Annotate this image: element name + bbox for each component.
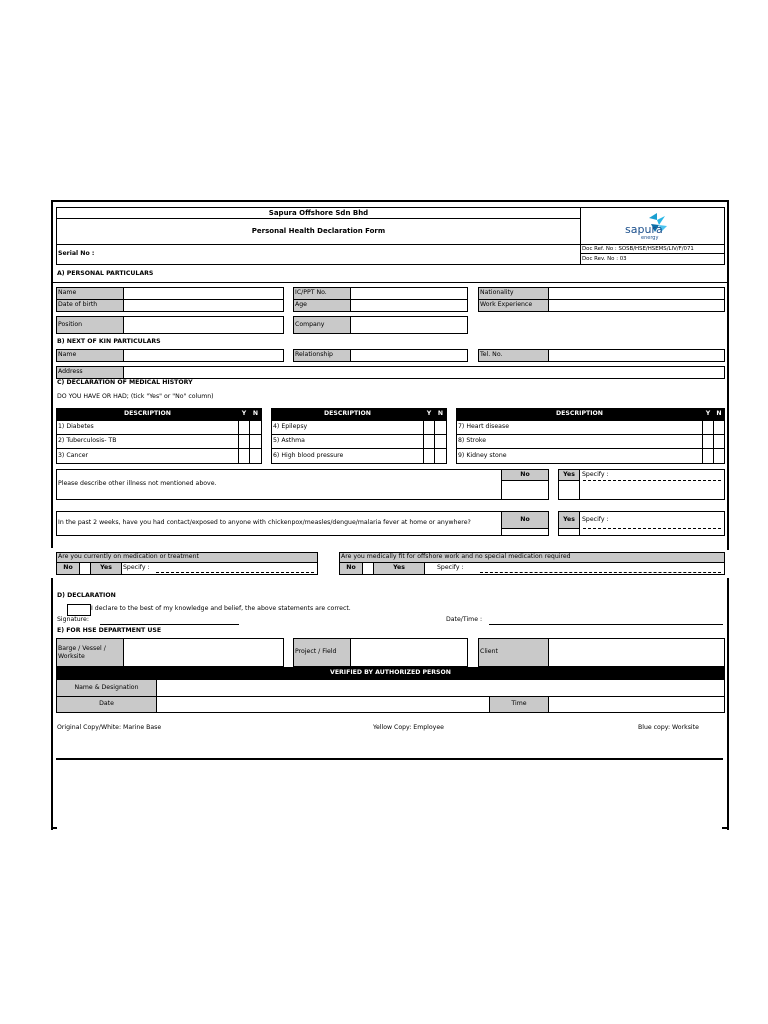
doc-rev: Doc Rev. No : 03 — [580, 253, 725, 265]
position-label: Position — [56, 316, 124, 334]
fit-specify-label: Specify : — [437, 564, 464, 571]
signature-label: Signature: — [57, 616, 89, 623]
form-frame-right-lower — [727, 578, 729, 830]
project-field[interactable] — [350, 638, 468, 667]
section-a-divider — [53, 282, 727, 283]
footer-blue: Blue copy: Worksite — [638, 724, 699, 731]
medication-yes-label: Yes — [90, 562, 122, 575]
medication-specify-input[interactable] — [156, 568, 314, 573]
age-field[interactable] — [350, 299, 468, 312]
contact-specify-label: Specify : — [582, 516, 609, 523]
footer-divider — [56, 758, 723, 760]
y-header-3: Y — [702, 408, 714, 421]
desc-header-3: DESCRIPTION — [456, 408, 703, 421]
form-frame-top — [51, 200, 729, 202]
illness-diabetes: 1) Diabetes — [56, 420, 239, 435]
illness-kidney-stone: 9) Kidney stone — [456, 448, 703, 464]
footer-original: Original Copy/White: Marine Base — [57, 724, 162, 731]
other-no-label: No — [501, 469, 549, 481]
doc-ref: Doc Ref. No : SOSB/HSE/HSEMS/LIV/F/071 — [580, 244, 725, 254]
tel-label: Tel. No. — [478, 349, 549, 362]
other-specify-input[interactable] — [583, 476, 721, 481]
position-field[interactable] — [123, 316, 284, 334]
medication-specify-label: Specify : — [123, 564, 150, 571]
client-field[interactable] — [548, 638, 725, 667]
declaration-statement: I declare to the best of my knowledge and belief, the above statements are correct. — [91, 605, 351, 612]
section-b-title: B) NEXT OF KIN PARTICULARS — [57, 338, 161, 345]
illness-heart-disease: 7) Heart disease — [456, 420, 703, 435]
dob-label: Date of birth — [56, 299, 124, 312]
ic-label: IC/PPT No. — [293, 287, 351, 300]
section-c-title: C) DECLARATION OF MEDICAL HISTORY — [57, 379, 193, 386]
form-frame-left — [51, 200, 53, 548]
dob-field[interactable] — [123, 299, 284, 312]
section-d-title: D) DECLARATION — [57, 592, 116, 599]
tuberculosis-n-checkbox[interactable] — [249, 434, 262, 449]
client-label: Client — [478, 638, 549, 667]
other-yes-checkbox[interactable] — [558, 480, 580, 500]
n-header-3: N — [713, 408, 725, 421]
address-label: Address — [56, 366, 124, 379]
cancer-n-checkbox[interactable] — [249, 448, 262, 464]
project-label: Project / Field — [293, 638, 351, 667]
declaration-checkbox[interactable] — [67, 604, 91, 616]
other-yes-label: Yes — [558, 469, 580, 481]
logo-word: sapura — [625, 223, 663, 236]
hbp-n-checkbox[interactable] — [434, 448, 447, 464]
form-frame-left-lower — [51, 578, 53, 830]
fit-specify-input[interactable] — [480, 568, 721, 573]
stroke-n-checkbox[interactable] — [713, 434, 725, 449]
illness-asthma: 5) Asthma — [271, 434, 424, 449]
verified-header: VERIFIED BY AUTHORIZED PERSON — [56, 667, 725, 679]
fit-no-label: No — [339, 562, 363, 575]
medication-no-label: No — [56, 562, 80, 575]
tel-field[interactable] — [548, 349, 725, 362]
barge-label: Barge / Vessel / Worksite — [56, 638, 124, 667]
n-header-1: N — [249, 408, 262, 421]
date-label: Date — [56, 696, 157, 713]
name-designation-label: Name & Designation — [56, 679, 157, 697]
kin-name-label: Name — [56, 349, 124, 362]
y-header-1: Y — [238, 408, 250, 421]
other-specify-label: Specify : — [582, 471, 609, 478]
medical-prompt: DO YOU HAVE OR HAD; (tick "Yes" or "No" column) — [57, 393, 214, 400]
fit-yes-label: Yes — [373, 562, 425, 575]
company-field[interactable] — [350, 316, 468, 334]
serial-no: Serial No : — [56, 244, 581, 265]
nationality-label: Nationality — [478, 287, 549, 300]
asthma-n-checkbox[interactable] — [434, 434, 447, 449]
experience-label: Work Experience — [478, 299, 549, 312]
contact-yes-label: Yes — [558, 511, 580, 529]
desc-header-2: DESCRIPTION — [271, 408, 424, 421]
name-label: Name — [56, 287, 124, 300]
footer-yellow: Yellow Copy: Employee — [373, 724, 444, 731]
illness-stroke: 8) Stroke — [456, 434, 703, 449]
heart-n-checkbox[interactable] — [713, 420, 725, 435]
date-field[interactable] — [156, 696, 490, 713]
n-header-2: N — [434, 408, 447, 421]
company-name: Sapura Offshore Sdn Bhd — [56, 207, 581, 219]
bracket-right — [722, 827, 729, 829]
contact-question: In the past 2 weeks, have you had contact/exposed to anyone with chickenpox/measles/dengue/malaria fever at home or anywhere? — [56, 511, 502, 536]
epilepsy-n-checkbox[interactable] — [434, 420, 447, 435]
time-label: Time — [489, 696, 549, 713]
illness-high-blood-pressure: 6) High blood pressure — [271, 448, 424, 464]
contact-no-label: No — [501, 511, 549, 529]
age-label: Age — [293, 299, 351, 312]
kidney-n-checkbox[interactable] — [713, 448, 725, 464]
form-title: Personal Health Declaration Form — [56, 218, 581, 245]
datetime-line[interactable] — [489, 624, 723, 625]
bracket-left — [51, 827, 57, 829]
relationship-label: Relationship — [293, 349, 351, 362]
desc-header-1: DESCRIPTION — [56, 408, 239, 421]
address-field[interactable] — [123, 366, 725, 379]
diabetes-n-checkbox[interactable] — [249, 420, 262, 435]
contact-specify-input[interactable] — [583, 524, 721, 529]
relationship-field[interactable] — [350, 349, 468, 362]
contact-yes-checkbox[interactable] — [558, 528, 580, 536]
barge-field[interactable] — [123, 638, 284, 667]
other-illness-question: Please describe other illness not mentioned above. — [56, 469, 502, 500]
section-e-title: E) FOR HSE DEPARTMENT USE — [57, 627, 162, 634]
other-no-checkbox[interactable] — [501, 480, 549, 500]
signature-line[interactable] — [100, 624, 239, 625]
fit-question: Are you medically fit for offshore work and no special medication required — [339, 552, 725, 563]
datetime-label: Date/Time : — [446, 616, 483, 623]
illness-cancer: 3) Cancer — [56, 448, 239, 464]
time-field[interactable] — [548, 696, 725, 713]
illness-tuberculosis: 2) Tuberculosis- TB — [56, 434, 239, 449]
medication-question: Are you currently on medication or treatment — [56, 552, 318, 563]
contact-no-checkbox[interactable] — [501, 528, 549, 536]
logo-sub: energy — [641, 235, 659, 241]
experience-field[interactable] — [548, 299, 725, 312]
section-a-title: A) PERSONAL PARTICULARS — [57, 270, 154, 277]
kin-name-field[interactable] — [123, 349, 284, 362]
illness-epilepsy: 4) Epilepsy — [271, 420, 424, 435]
logo-box — [580, 207, 725, 245]
y-header-2: Y — [423, 408, 435, 421]
name-designation-field[interactable] — [156, 679, 725, 697]
form-frame-right — [727, 200, 729, 550]
company-label: Company — [293, 316, 351, 334]
